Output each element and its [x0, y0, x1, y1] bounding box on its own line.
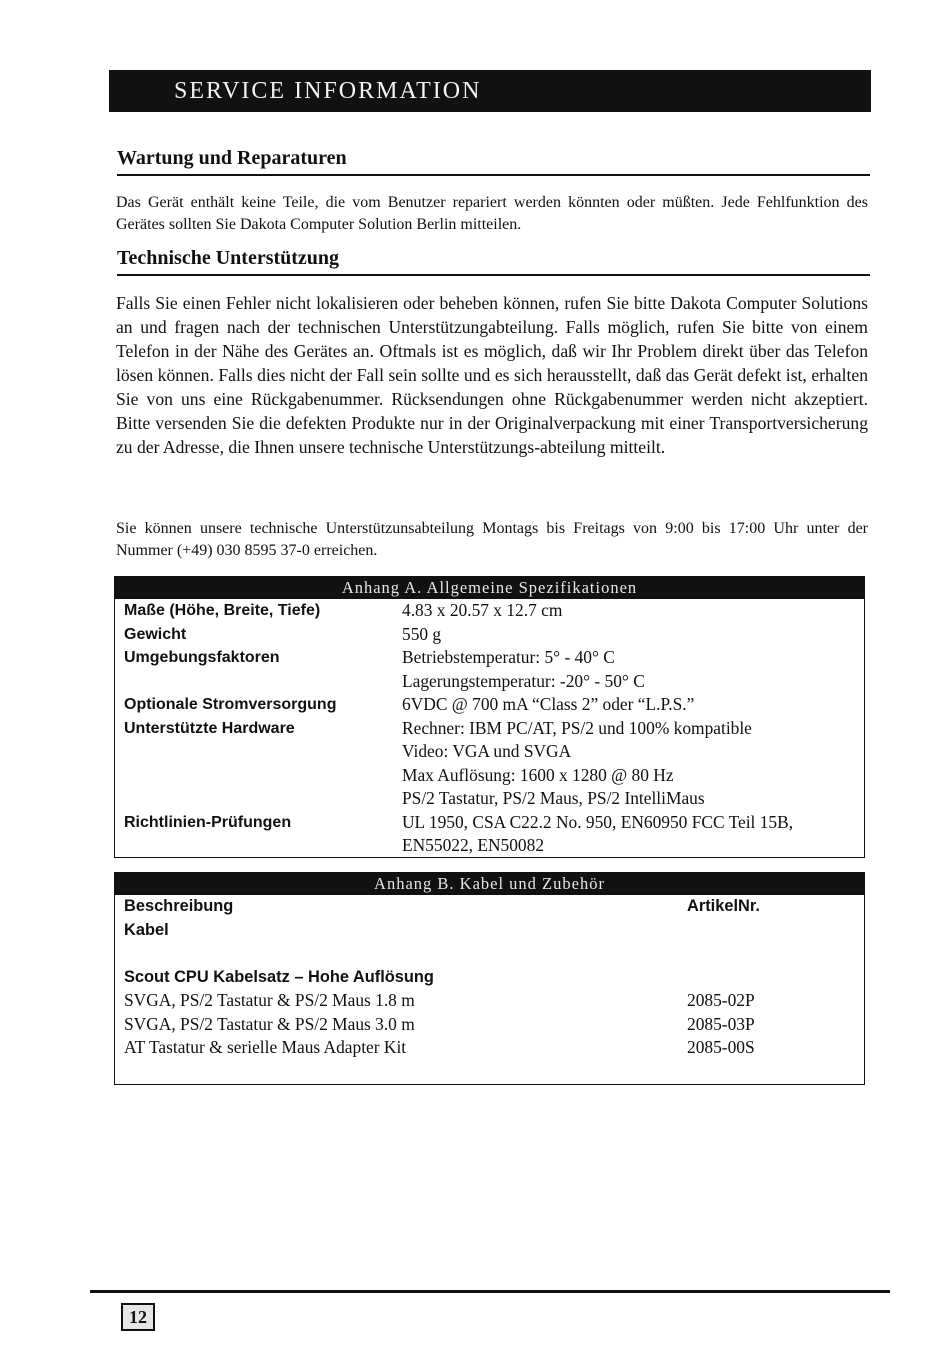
spec-label [115, 740, 402, 764]
spec-table [115, 599, 864, 858]
group-title: Scout CPU Kabelsatz – Hohe Auflösung [124, 967, 434, 986]
spec-value: Betriebstemperatur: 5° - 40° C [402, 647, 615, 667]
accessory-number: 2085-03P [687, 1013, 755, 1034]
spec-value: PS/2 Tastatur, PS/2 Maus, PS/2 IntelliMaus [402, 788, 705, 808]
appendix-b-box [114, 872, 865, 1085]
accessory-number: 2085-00S [687, 1037, 755, 1057]
spec-row [115, 670, 864, 694]
spacer [115, 942, 864, 966]
spec-label [115, 670, 402, 694]
appendix-b-header: Anhang B. Kabel und Zubehör [115, 873, 864, 895]
accessory-item [115, 1036, 864, 1060]
accessory-list [115, 989, 864, 1060]
spec-row [115, 646, 864, 670]
spec-value: Max Auflösung: 1600 x 1280 @ 80 Hz [402, 764, 674, 785]
col-num-header: ArtikelNr. [687, 897, 760, 915]
spec-value: UL 1950, CSA C22.2 No. 950, EN60950 FCC Teil 15B, [402, 811, 794, 832]
unterstuetzung-paragraph-2: Sie können unsere technische Unterstützunsabteilung Montags bis Freitags von 9:00 bis 17:00 Uhr unter der Nummer (+49) 030 8595 37-0 erreichen. [116, 520, 868, 559]
accessory-category [115, 919, 864, 943]
spec-label: Unterstützte Hardware [124, 719, 295, 737]
page-banner: SERVICE INFORMATION [109, 70, 871, 112]
col-desc-header: Beschreibung [124, 897, 234, 915]
spec-value: Rechner: IBM PC/AT, PS/2 und 100% kompatible [402, 717, 752, 738]
appendix-a-header: Anhang A. Allgemeine Spezifikationen [115, 577, 864, 599]
spec-row [115, 740, 864, 764]
spec-label [115, 764, 402, 788]
spec-value: EN55022, EN50082 [402, 835, 545, 855]
accessory-number: 2085-02P [687, 990, 755, 1010]
page-number: 12 [121, 1303, 155, 1331]
accessory-item [115, 1013, 864, 1037]
spec-label: Umgebungsfaktoren [124, 649, 280, 666]
spec-row [115, 787, 864, 811]
spec-row [115, 599, 864, 623]
unterstuetzung-paragraph-1: Falls Sie einen Fehler nicht lokalisieren oder beheben können, rufen Sie bitte Dakota Computer Solutions an und fragen nach der technischen Unterstützungabteilung. Falls möglich, rufen Sie bitte von einem Telefon in der Nähe des Gerätes an. Oftmals ist es möglich, daß wir Ihr Problem direkt über das Telefon lösen können. Falls dies nicht der Fall sein sollte und es sich herausstellt, daß das Gerät defekt ist, erhalten Sie von uns eine Rückgabenummer. Rücksendungen ohne Rückgabenummer werden nicht akzeptiert. Bitte versenden Sie die defekten Produkte nur in der Originalverpackung mit einer Transportversicherung zu der Adresse, die Ihnen unsere technische Unterstützungs-abteilung mitteilt. [116, 293, 868, 457]
spec-label: Richtlinien-Prüfungen [124, 813, 292, 831]
wartung-paragraph: Das Gerät enthält keine Teile, die vom Benutzer repariert werden könnten oder müßten. Jede Fehlfunktion des Gerätes sollten Sie Dakota Computer Solution Berlin mitteilen. [116, 194, 868, 233]
spec-row [115, 623, 864, 647]
spec-label: Maße (Höhe, Breite, Tiefe) [124, 602, 321, 619]
spec-value: 6VDC @ 700 mA “Class 2” oder “L.P.S.” [402, 694, 695, 714]
spec-row [115, 834, 864, 858]
category-label: Kabel [124, 920, 169, 939]
spec-value: 550 g [402, 623, 442, 644]
spec-value: Video: VGA und SVGA [402, 741, 572, 761]
accessory-item [115, 989, 864, 1013]
spec-value: 4.83 x 20.57 x 12.7 cm [402, 600, 563, 620]
spec-row [115, 764, 864, 788]
accessory-desc: SVGA, PS/2 Tastatur & PS/2 Maus 1.8 m [124, 990, 415, 1010]
section-title-unterstuetzung: Technische Unterstützung [117, 247, 870, 276]
section-title-wartung: Wartung und Reparaturen [117, 147, 870, 176]
accessory-desc: SVGA, PS/2 Tastatur & PS/2 Maus 3.0 m [124, 1013, 415, 1034]
spec-row [115, 811, 864, 835]
spec-value: Lagerungstemperatur: -20° - 50° C [402, 670, 645, 691]
footer-rule [90, 1290, 890, 1293]
spec-label: Optionale Stromversorgung [124, 696, 337, 713]
accessory-group [115, 966, 864, 990]
appendix-a-box [114, 576, 865, 858]
spec-row [115, 693, 864, 717]
spec-label [115, 834, 402, 858]
spec-row [115, 717, 864, 741]
accessory-column-headers [115, 895, 864, 919]
accessory-desc: AT Tastatur & serielle Maus Adapter Kit [124, 1037, 407, 1057]
spec-label [115, 787, 402, 811]
spec-label: Gewicht [124, 625, 187, 643]
